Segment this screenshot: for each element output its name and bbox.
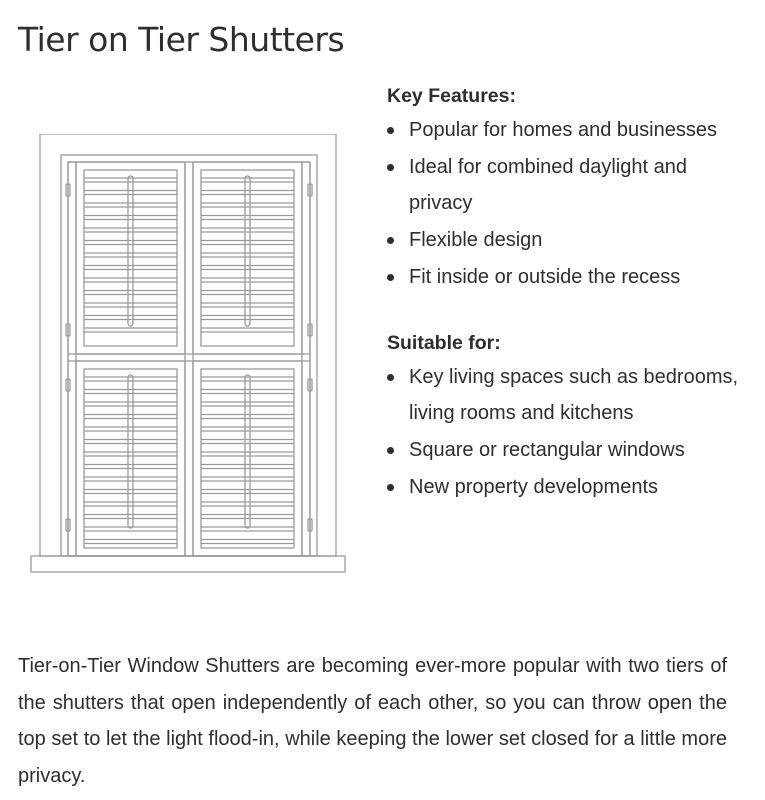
key-feature-item: Popular for homes and businesses (387, 112, 747, 149)
key-feature-item: Fit inside or outside the recess (387, 259, 747, 296)
key-features-heading: Key Features: (387, 85, 516, 107)
suitable-for-item: New property developments (387, 469, 747, 506)
tier-on-tier-shutter-illustration (30, 134, 346, 574)
suitable-for-item: Key living spaces such as bedrooms, living rooms and kitchens (387, 359, 747, 432)
description-paragraph: Tier-on-Tier Window Shutters are becoming ever-more popular with two tiers of the shutters that open independently of each other, so you can throw open the top set to let the light flood-in, while keeping the lower set closed for a little more privacy. (18, 655, 727, 788)
key-feature-item: Ideal for combined daylight and privacy (387, 149, 747, 222)
suitable-for-list (387, 359, 747, 506)
key-features-list (387, 112, 747, 296)
suitable-for-item: Square or rectangular windows (387, 432, 747, 469)
features-column (387, 80, 747, 505)
page-title: Tier on Tier Shutters (18, 20, 345, 59)
suitable-for-heading: Suitable for: (387, 331, 501, 354)
key-feature-item: Flexible design (387, 222, 747, 259)
